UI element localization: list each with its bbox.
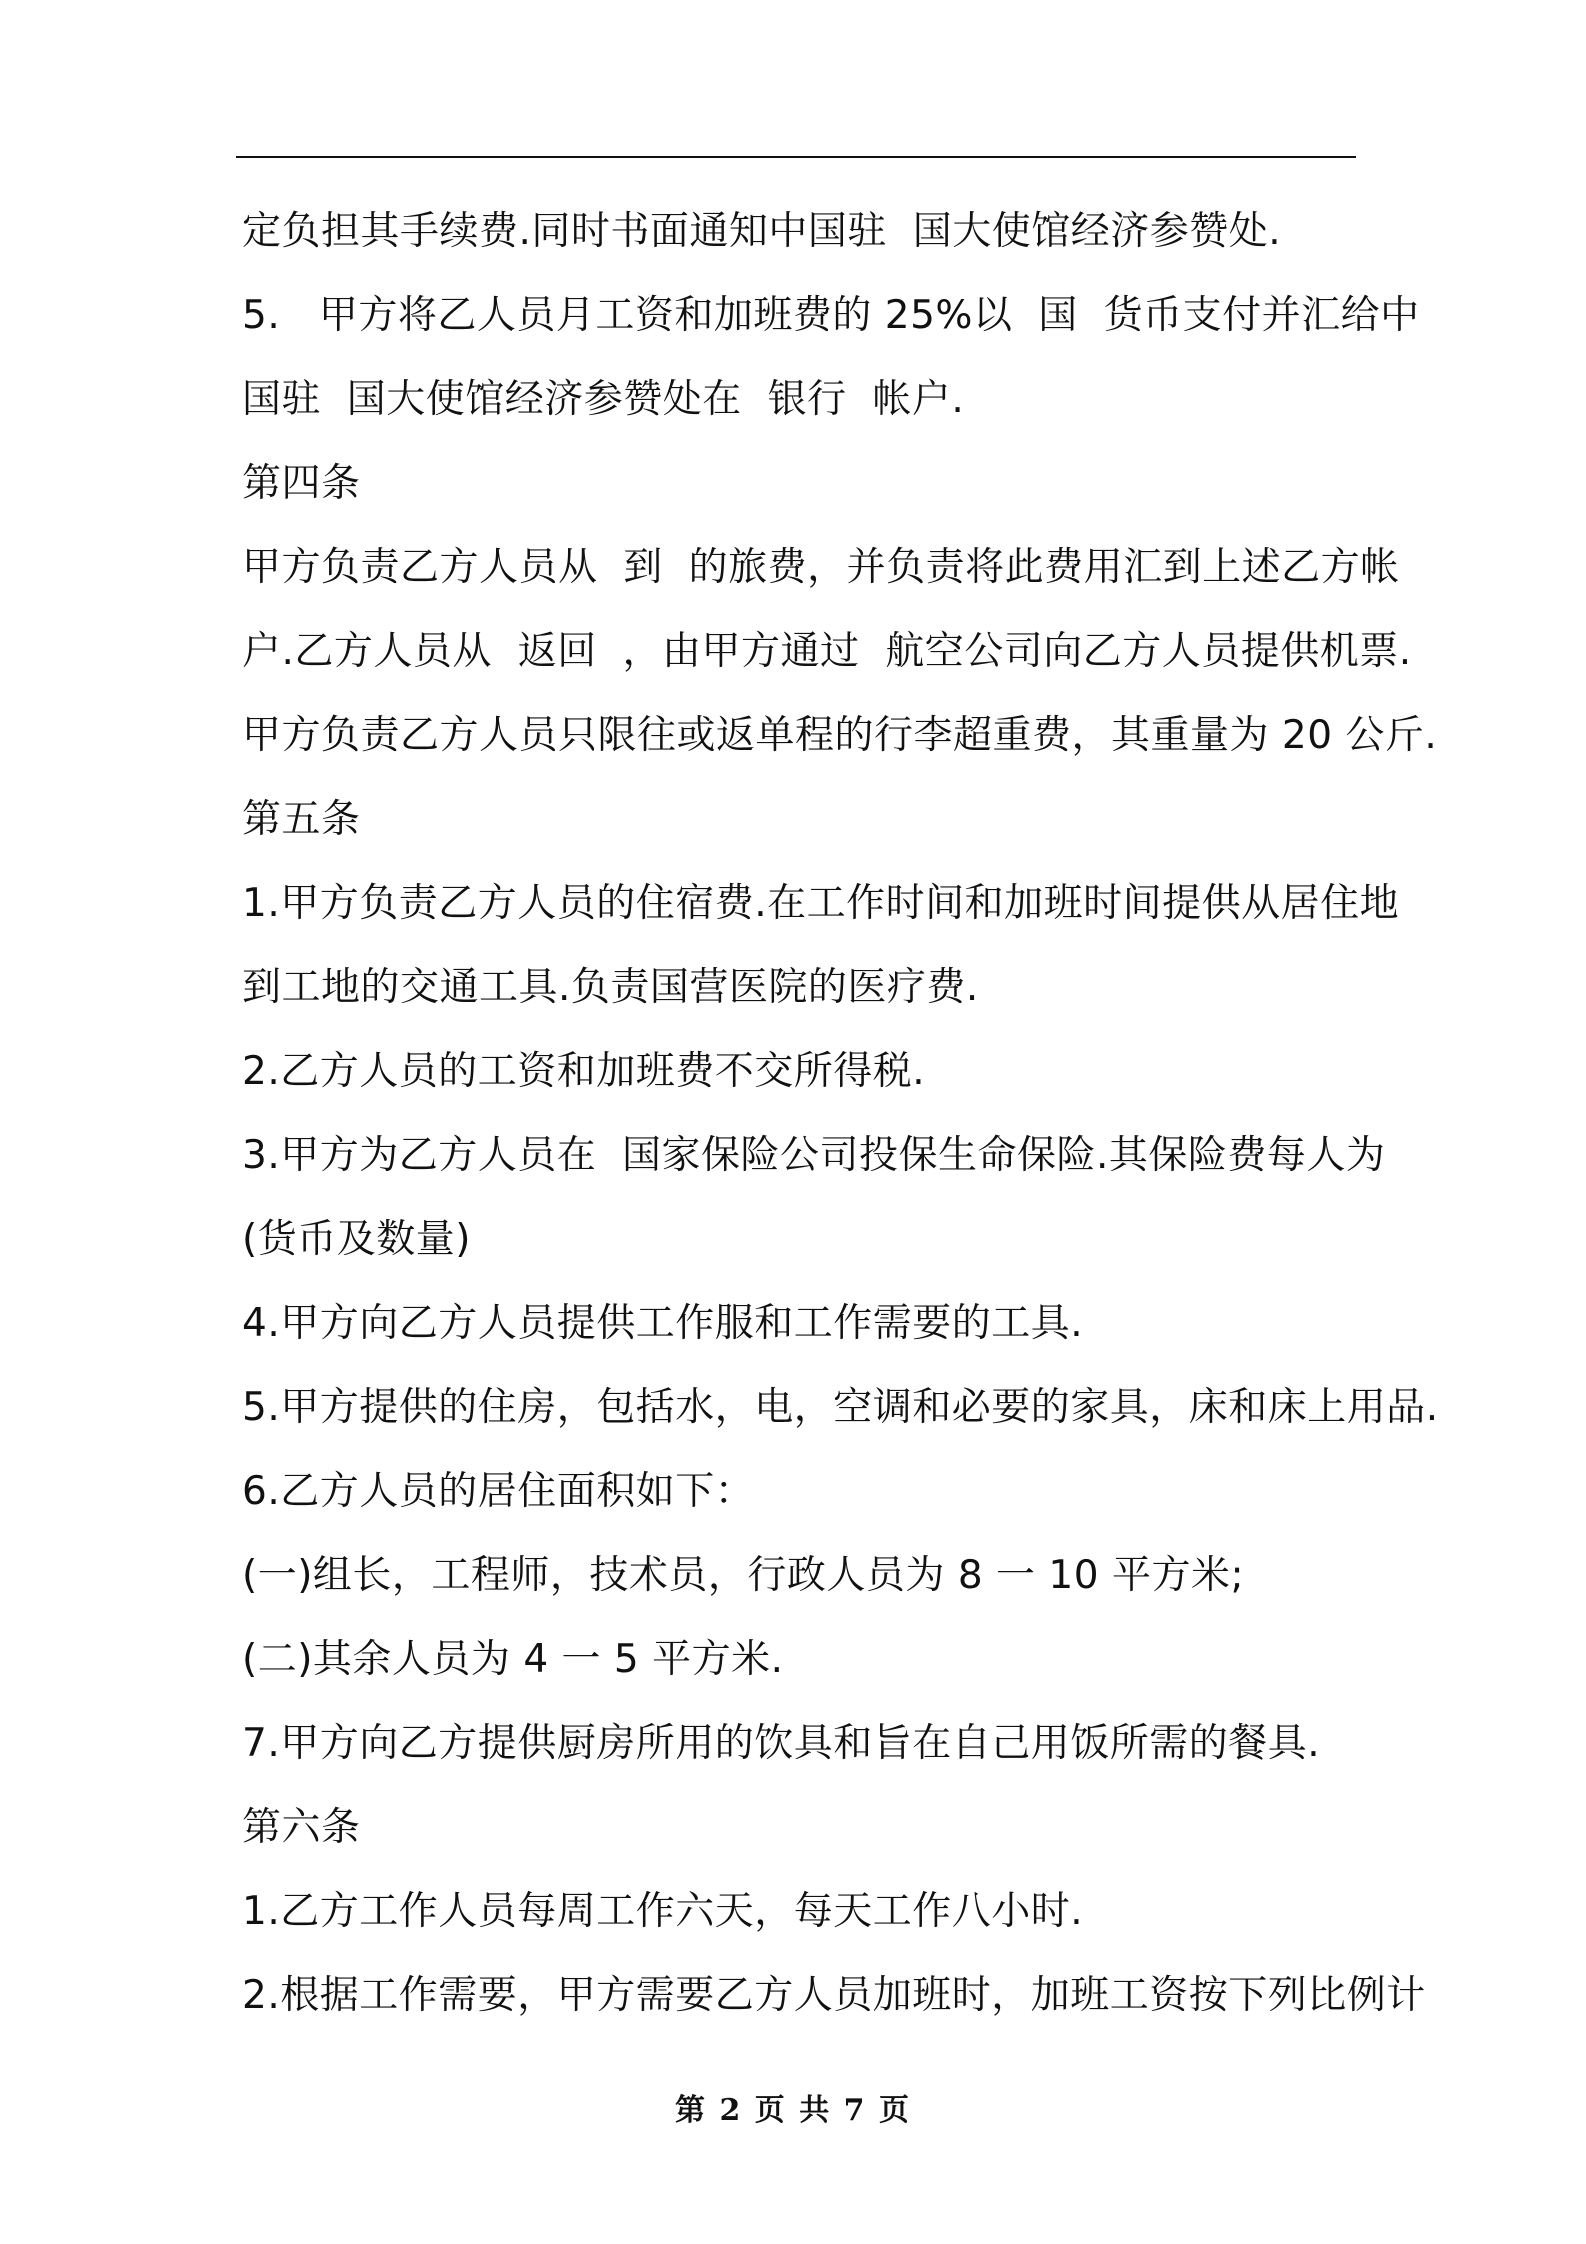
text-line: 1.甲方负责乙方人员的住宿费.在工作时间和加班时间提供从居住地 — [242, 881, 1400, 926]
text-line: 5. 甲方将乙人员月工资和加班费的 25%以 国 货币支付并汇给中 — [242, 293, 1420, 338]
text-line: 2.根据工作需要，甲方需要乙方人员加班时，加班工资按下列比例计 — [242, 1973, 1426, 2018]
section-heading: 第四条 — [242, 461, 361, 506]
text-line: 国驻 国大使馆经济参赞处在 银行 帐户. — [242, 377, 965, 422]
text-line: 7.甲方向乙方提供厨房所用的饮具和旨在自己用饭所需的餐具. — [242, 1721, 1321, 1766]
text-line: 到工地的交通工具.负责国营医院的医疗费. — [242, 965, 979, 1010]
text-line: (一)组长，工程师，技术员，行政人员为 8 一 10 平方米; — [242, 1553, 1245, 1598]
text-line: 户.乙方人员从 返回 ，由甲方通过 航空公司向乙方人员提供机票. — [242, 629, 1412, 674]
text-line: 4.甲方向乙方人员提供工作服和工作需要的工具. — [242, 1301, 1084, 1346]
text-line: 3.甲方为乙方人员在 国家保险公司投保生命保险.其保险费每人为 — [242, 1133, 1386, 1178]
body-text — [242, 190, 1439, 2038]
text-line: 甲方负责乙方人员只限往或返单程的行李超重费，其重量为 20 公斤. — [242, 713, 1438, 758]
page-number-footer: 第 2 页 共 7 页 — [675, 2093, 911, 2128]
text-line: (货币及数量) — [242, 1217, 471, 1262]
text-line: 1.乙方工作人员每周工作六天，每天工作八小时. — [242, 1889, 1084, 1934]
section-heading: 第六条 — [242, 1805, 361, 1850]
section-heading: 第五条 — [242, 797, 361, 842]
header-rule — [236, 156, 1356, 158]
text-line: 6.乙方人员的居住面积如下： — [242, 1469, 755, 1514]
text-line: (二)其余人员为 4 一 5 平方米. — [242, 1637, 784, 1682]
text-line: 2.乙方人员的工资和加班费不交所得税. — [242, 1049, 926, 1094]
text-line: 定负担其手续费.同时书面通知中国驻 国大使馆经济参赞处. — [242, 209, 1282, 254]
text-line: 5.甲方提供的住房，包括水，电，空调和必要的家具，床和床上用品. — [242, 1385, 1439, 1430]
text-line: 甲方负责乙方人员从 到 的旅费，并负责将此费用汇到上述乙方帐 — [242, 545, 1400, 590]
